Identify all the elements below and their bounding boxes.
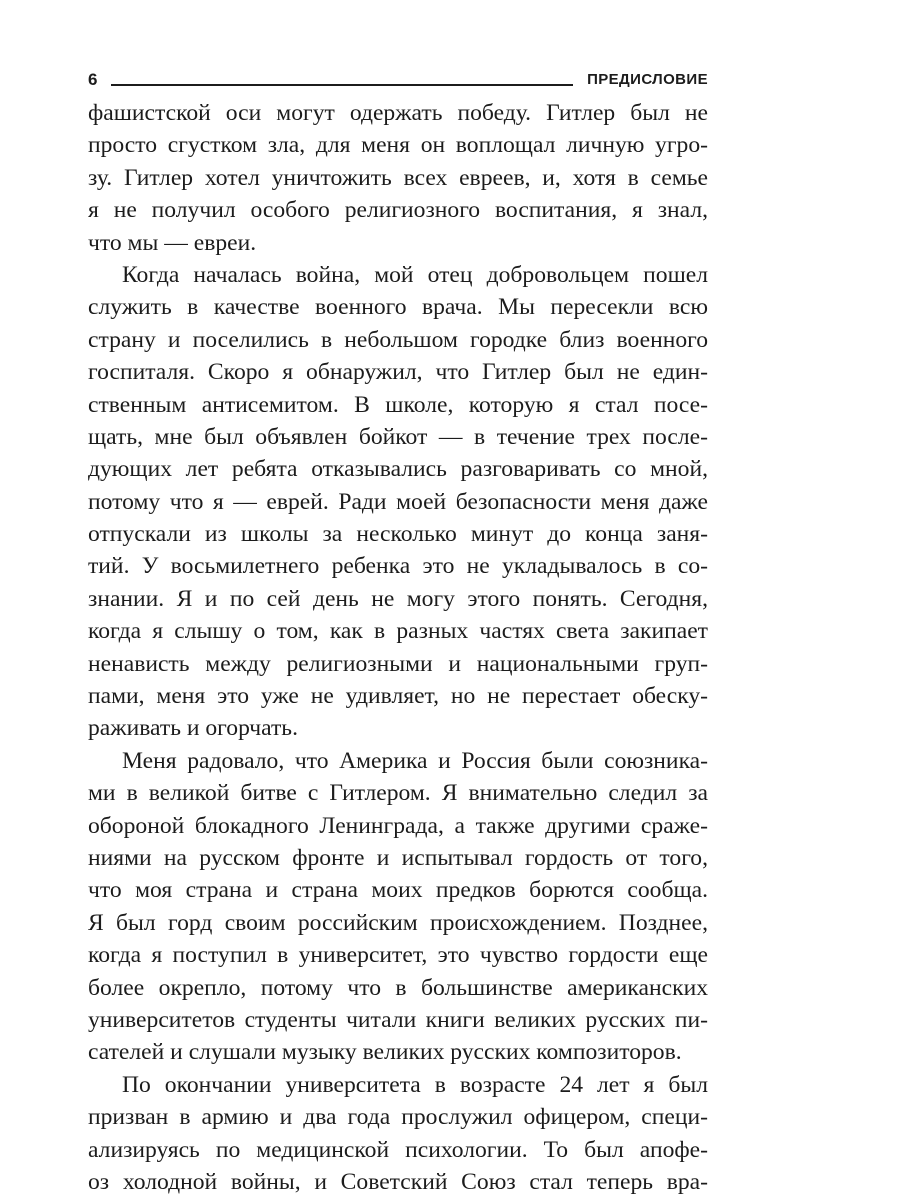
- paragraph-2: [88, 259, 708, 745]
- text-line: знании. Я и по сей день не могу этого понять. Сегодня,: [88, 585, 708, 612]
- text-line: университетов студенты читали книги великих русских пи-: [88, 1006, 708, 1033]
- text-line: что мы — евреи.: [88, 229, 257, 256]
- text-line: Я был горд своим российским происхождением. Позднее,: [88, 909, 708, 936]
- text-line: потому что я — еврей. Ради моей безопасности меня даже: [88, 488, 708, 515]
- section-title: ПРЕДИСЛОВИЕ: [587, 71, 708, 88]
- text-line: обороной блокадного Ленинграда, а также другими сраже-: [88, 812, 708, 839]
- text-line: более окрепло, потому что в большинстве американских: [88, 974, 708, 1001]
- running-header: [88, 66, 708, 90]
- text-line: пами, меня это уже не удивляет, но не перестает обеску-: [88, 683, 708, 710]
- text-line: ми в великой битве с Гитлером. Я внимательно следил за: [88, 780, 708, 807]
- text-line: просто сгустком зла, для меня он воплощал личную угро-: [88, 132, 708, 159]
- text-line: ализируясь по медицинской психологии. То был апофе-: [88, 1136, 708, 1163]
- header-rule: [111, 84, 573, 86]
- text-line: отпускали из школы за несколько минут до конца заня-: [88, 521, 708, 548]
- text-line: зу. Гитлер хотел уничтожить всех евреев, и, хотя в семье: [88, 164, 708, 191]
- paragraph-3: [88, 745, 708, 1069]
- text-line: щать, мне был объявлен бойкот — в течение трех после-: [88, 423, 708, 450]
- text-line: Когда началась война, мой отец добровольцем пошел: [122, 261, 708, 288]
- text-line: страну и поселились в небольшом городке близ военного: [88, 326, 708, 353]
- text-line: дующих лет ребята отказывались разговаривать со мной,: [88, 456, 708, 483]
- text-line: когда я слышу о том, как в разных частях света закипает: [88, 618, 708, 645]
- text-line: я не получил особого религиозного воспитания, я знал,: [88, 197, 708, 224]
- page-number: 6: [88, 70, 98, 89]
- text-line: ниями на русском фронте и испытывал гордость от того,: [88, 844, 708, 871]
- text-line: По окончании университета в возрасте 24 лет я был: [122, 1071, 708, 1098]
- text-line: ненависть между религиозными и национальными груп-: [88, 650, 708, 677]
- text-line: призван в армию и два года прослужил офицером, специ-: [88, 1104, 708, 1131]
- body-text: [88, 97, 708, 1198]
- paragraph-4: [88, 1069, 708, 1199]
- text-line: что моя страна и страна моих предков борются сообща.: [88, 877, 708, 904]
- text-line: сателей и слушали музыку великих русских композиторов.: [88, 1039, 682, 1066]
- paragraph-1: [88, 97, 708, 259]
- text-line: раживать и огорчать.: [88, 715, 298, 742]
- text-line: тий. У восьмилетнего ребенка это не укладывалось в со-: [88, 553, 708, 580]
- text-line: служить в качестве военного врача. Мы пересекли всю: [88, 294, 708, 321]
- text-line: фашистской оси могут одержать победу. Гитлер был не: [88, 100, 708, 126]
- text-line: Меня радовало, что Америка и Россия были союзника-: [122, 747, 708, 774]
- text-line: когда я поступил в университет, это чувство гордости еще: [88, 942, 708, 969]
- text-line: госпиталя. Скоро я обнаружил, что Гитлер был не един-: [88, 359, 708, 386]
- text-line: оз холодной войны, и Советский Союз стал теперь вра-: [88, 1168, 708, 1195]
- text-line: ственным антисемитом. В школе, которую я стал посе-: [88, 391, 708, 418]
